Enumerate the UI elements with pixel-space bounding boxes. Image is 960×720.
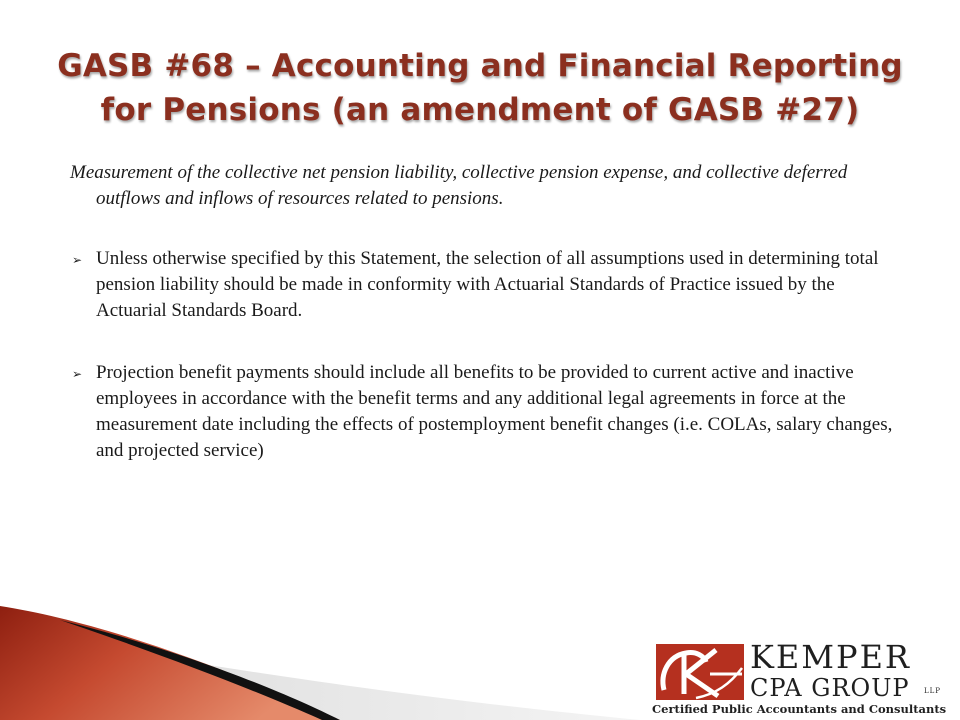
bullet-item [70, 246, 900, 324]
logo-llp-text: LLP [924, 687, 942, 695]
arrowhead-bullet-icon: ➢ [72, 367, 83, 381]
decorative-swoosh [0, 590, 640, 720]
company-logo [652, 640, 952, 718]
intro-paragraph: Measurement of the collective net pension liability, collective pension expense, and collective deferred outflows and inflows of resources related to pensions. [70, 162, 848, 209]
bullet-text: Projection benefit payments should include all benefits to be provided to current active and inactive employees in accordance with the benefit terms and any additional legal agreements in force at the measurement date including the effects of postemployment benefit changes (i.e. COLAs, salary changes, and projected service) [96, 362, 893, 461]
logo-tagline: Certified Public Accountants and Consultants [652, 702, 947, 716]
slide-body [70, 160, 900, 500]
arrowhead-bullet-icon: ➢ [72, 253, 83, 267]
slide-title: GASB #68 – Accounting and Financial Reporting for Pensions (an amendment of GASB #27) [57, 48, 903, 128]
bullet-item [70, 360, 900, 464]
kemper-logo-mark-icon [656, 644, 744, 700]
logo-kemper-text: KEMPER [750, 638, 912, 676]
logo-cpa-group-text: CPA GROUP [750, 674, 910, 702]
bullet-text: Unless otherwise specified by this Statement, the selection of all assumptions used in determining total pension liability should be made in conformity with Actuarial Standards of Practice issued by the Actuarial Standards Board. [96, 248, 879, 321]
